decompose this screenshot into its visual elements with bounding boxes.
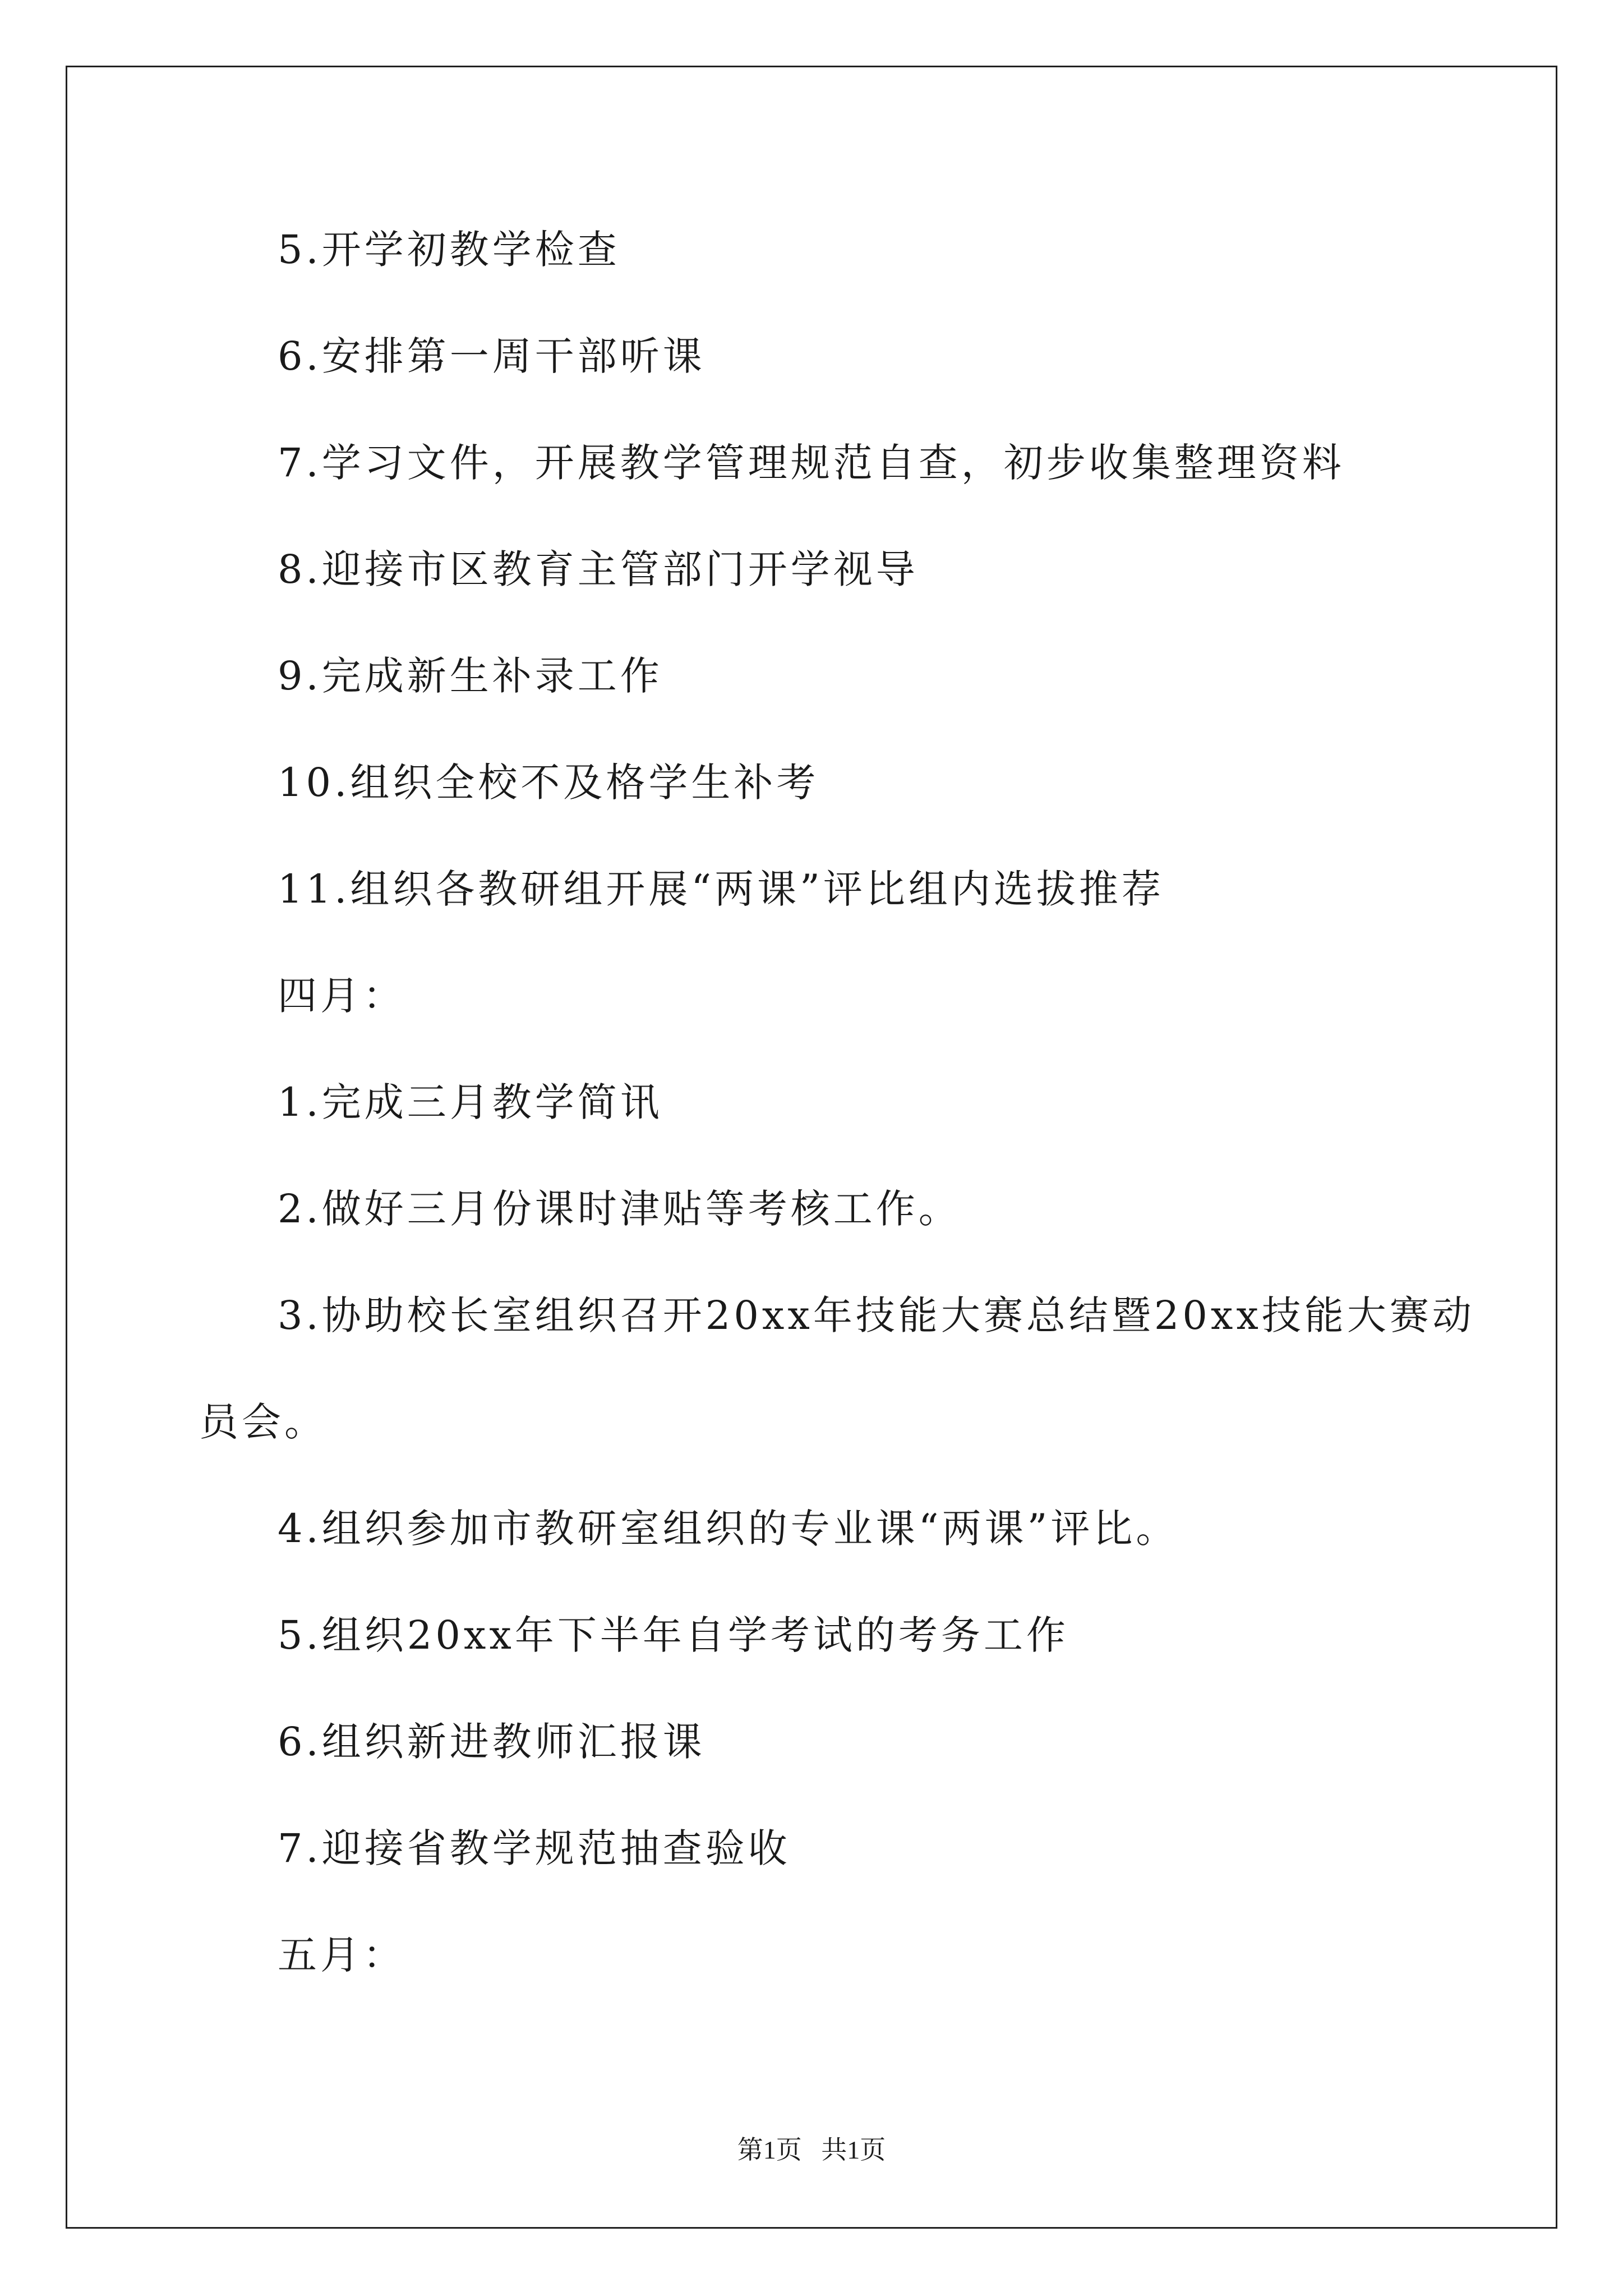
list-item: 2.做好三月份课时津贴等考核工作。 (278, 1186, 961, 1232)
list-item: 9.完成新生补录工作 (278, 653, 663, 699)
list-item: 1.完成三月教学简讯 (278, 1079, 663, 1125)
list-item: 10.组织全校不及格学生补考 (278, 760, 819, 806)
page-border (66, 66, 1557, 2229)
list-item: 7.迎接省教学规范抽查验收 (278, 1825, 791, 1871)
list-item-continuation: 员会。 (199, 1399, 327, 1445)
list-item: 5.组织20xx年下半年自学考试的考务工作 (278, 1612, 1069, 1658)
section-heading-april: 四月： (278, 973, 405, 1019)
list-item: 6.安排第一周干部听课 (278, 333, 706, 379)
page-footer: 第1页 共1页 (737, 2136, 886, 2164)
list-item: 3.协助校长室组织召开20xx年技能大赛总结暨20xx技能大赛动 (278, 1292, 1475, 1338)
list-item: 5.开学初教学检查 (278, 227, 620, 273)
list-item: 4.组织参加市教研室组织的专业课“两课”评比。 (278, 1506, 1179, 1552)
list-item: 11.组织各教研组开展“两课”评比组内选拔推荐 (278, 866, 1164, 912)
list-item: 7.学习文件，开展教学管理规范自查，初步收集整理资料 (278, 440, 1345, 486)
list-item: 8.迎接市区教育主管部门开学视导 (278, 546, 919, 592)
section-heading-may: 五月： (278, 1932, 405, 1978)
list-item: 6.组织新进教师汇报课 (278, 1719, 706, 1765)
